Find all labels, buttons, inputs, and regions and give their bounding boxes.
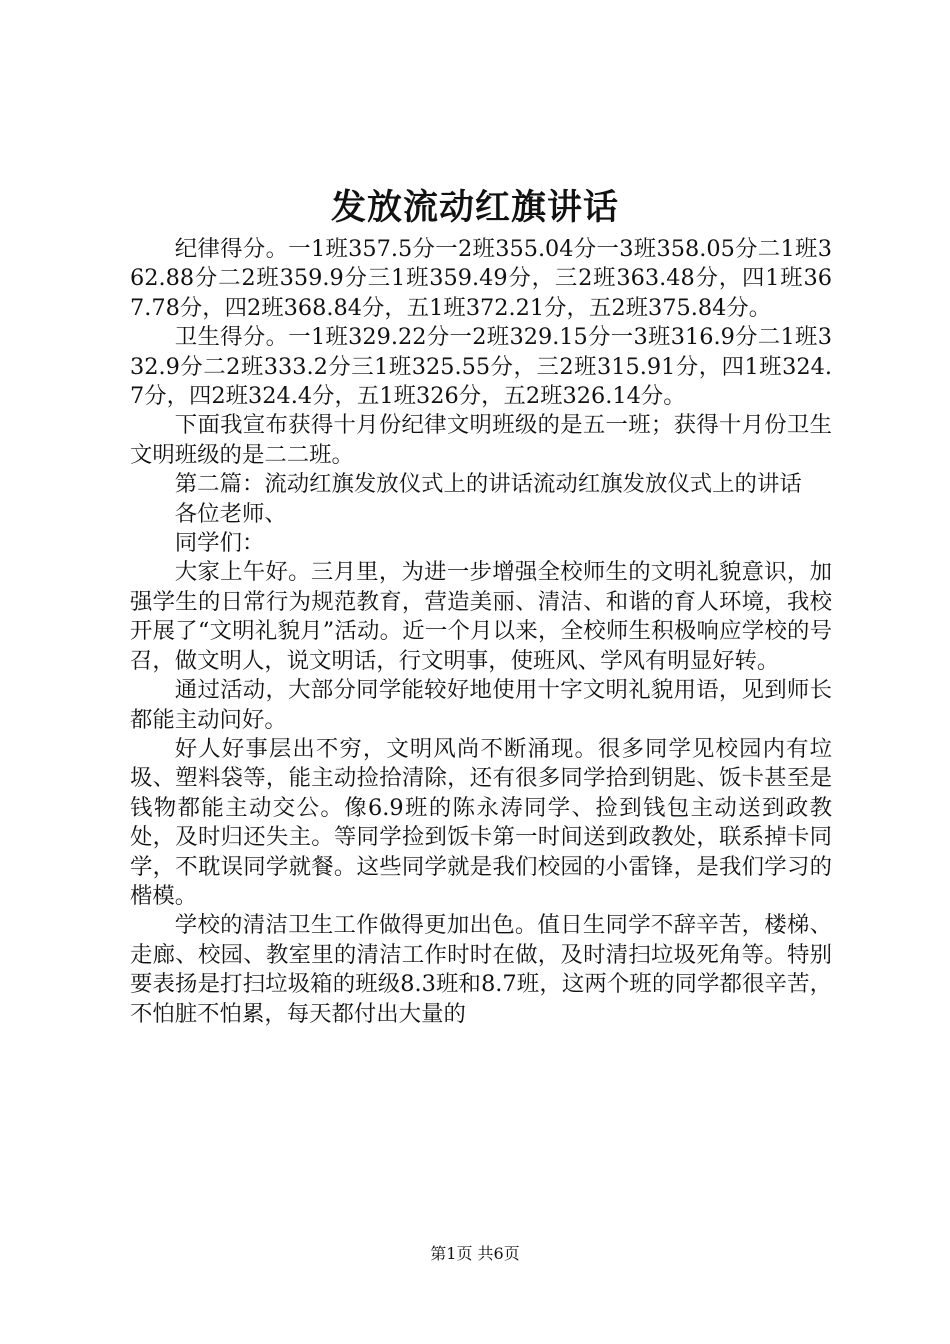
- paragraph-greeting: 大家上午好。三月里，为进一步增强全校师生的文明礼貌意识，加强学生的日常行为规范教育，营造美丽、清洁、和谐的育人环境，我校开展了“文明礼貌月”活动。近一个月以来，全校师生积极响应学校的号召，做文明人，说文明话，行文明事，使班风、学风有明显好转。: [130, 559, 832, 674]
- paragraph-announcement: 下面我宣布获得十月份纪律文明班级的是五一班；获得十月份卫生文明班级的是二二班。: [130, 412, 832, 468]
- paragraph-second-article-heading: 第二篇：流动红旗发放仪式上的讲话流动红旗发放仪式上的讲话: [174, 471, 802, 498]
- paragraph-hygiene-scores: 卫生得分。一1班329.22分一2班329.15分一3班316.9分二1班332.9分二2班333.2分三1班325.55分，三2班315.91分，四1班324.7分，四2班324.4分，五1班326分，五2班326.14分。: [130, 324, 832, 410]
- paragraph-salutation-students: 同学们：: [174, 530, 265, 557]
- paragraph-cleaning: 学校的清洁卫生工作做得更加出色。值日生同学不辞辛苦，楼梯、走廊、校园、教室里的清洁工作时时在做，及时清扫垃圾死角等。特别要表扬是打扫垃圾箱的班级8.3班和8.7班，这两个班的同学都很辛苦，不怕脏不怕累，每天都付出大量的: [130, 912, 832, 1027]
- page-footer: 第1页 共6页: [430, 1244, 520, 1263]
- paragraph-activity-result: 通过活动，大部分同学能较好地使用十字文明礼貌用语，见到师长都能主动问好。: [130, 677, 832, 733]
- document-body: [130, 235, 832, 1029]
- paragraph-salutation-teachers: 各位老师、: [174, 500, 287, 527]
- paragraph-good-deeds: 好人好事层出不穷，文明风尚不断涌现。很多同学见校园内有垃圾、塑料袋等，能主动捡拾清除，还有很多同学拾到钥匙、饭卡甚至是钱物都能主动交公。像6.9班的陈永涛同学、捡到钱包主动送到政教处，及时归还失主。等同学捡到饭卡第一时间送到政教处，联系掉卡同学，不耽误同学就餐。这些同学就是我们校园的小雷锋，是我们学习的楷模。: [130, 735, 832, 909]
- paragraph-discipline-scores: 纪律得分。一1班357.5分一2班355.04分一3班358.05分二1班362.88分二2班359.9分三1班359.49分，三2班363.48分，四1班367.78分，四2班368.84分，五1班372.21分，五2班375.84分。: [130, 236, 832, 321]
- document-title: 发放流动红旗讲话: [330, 187, 619, 228]
